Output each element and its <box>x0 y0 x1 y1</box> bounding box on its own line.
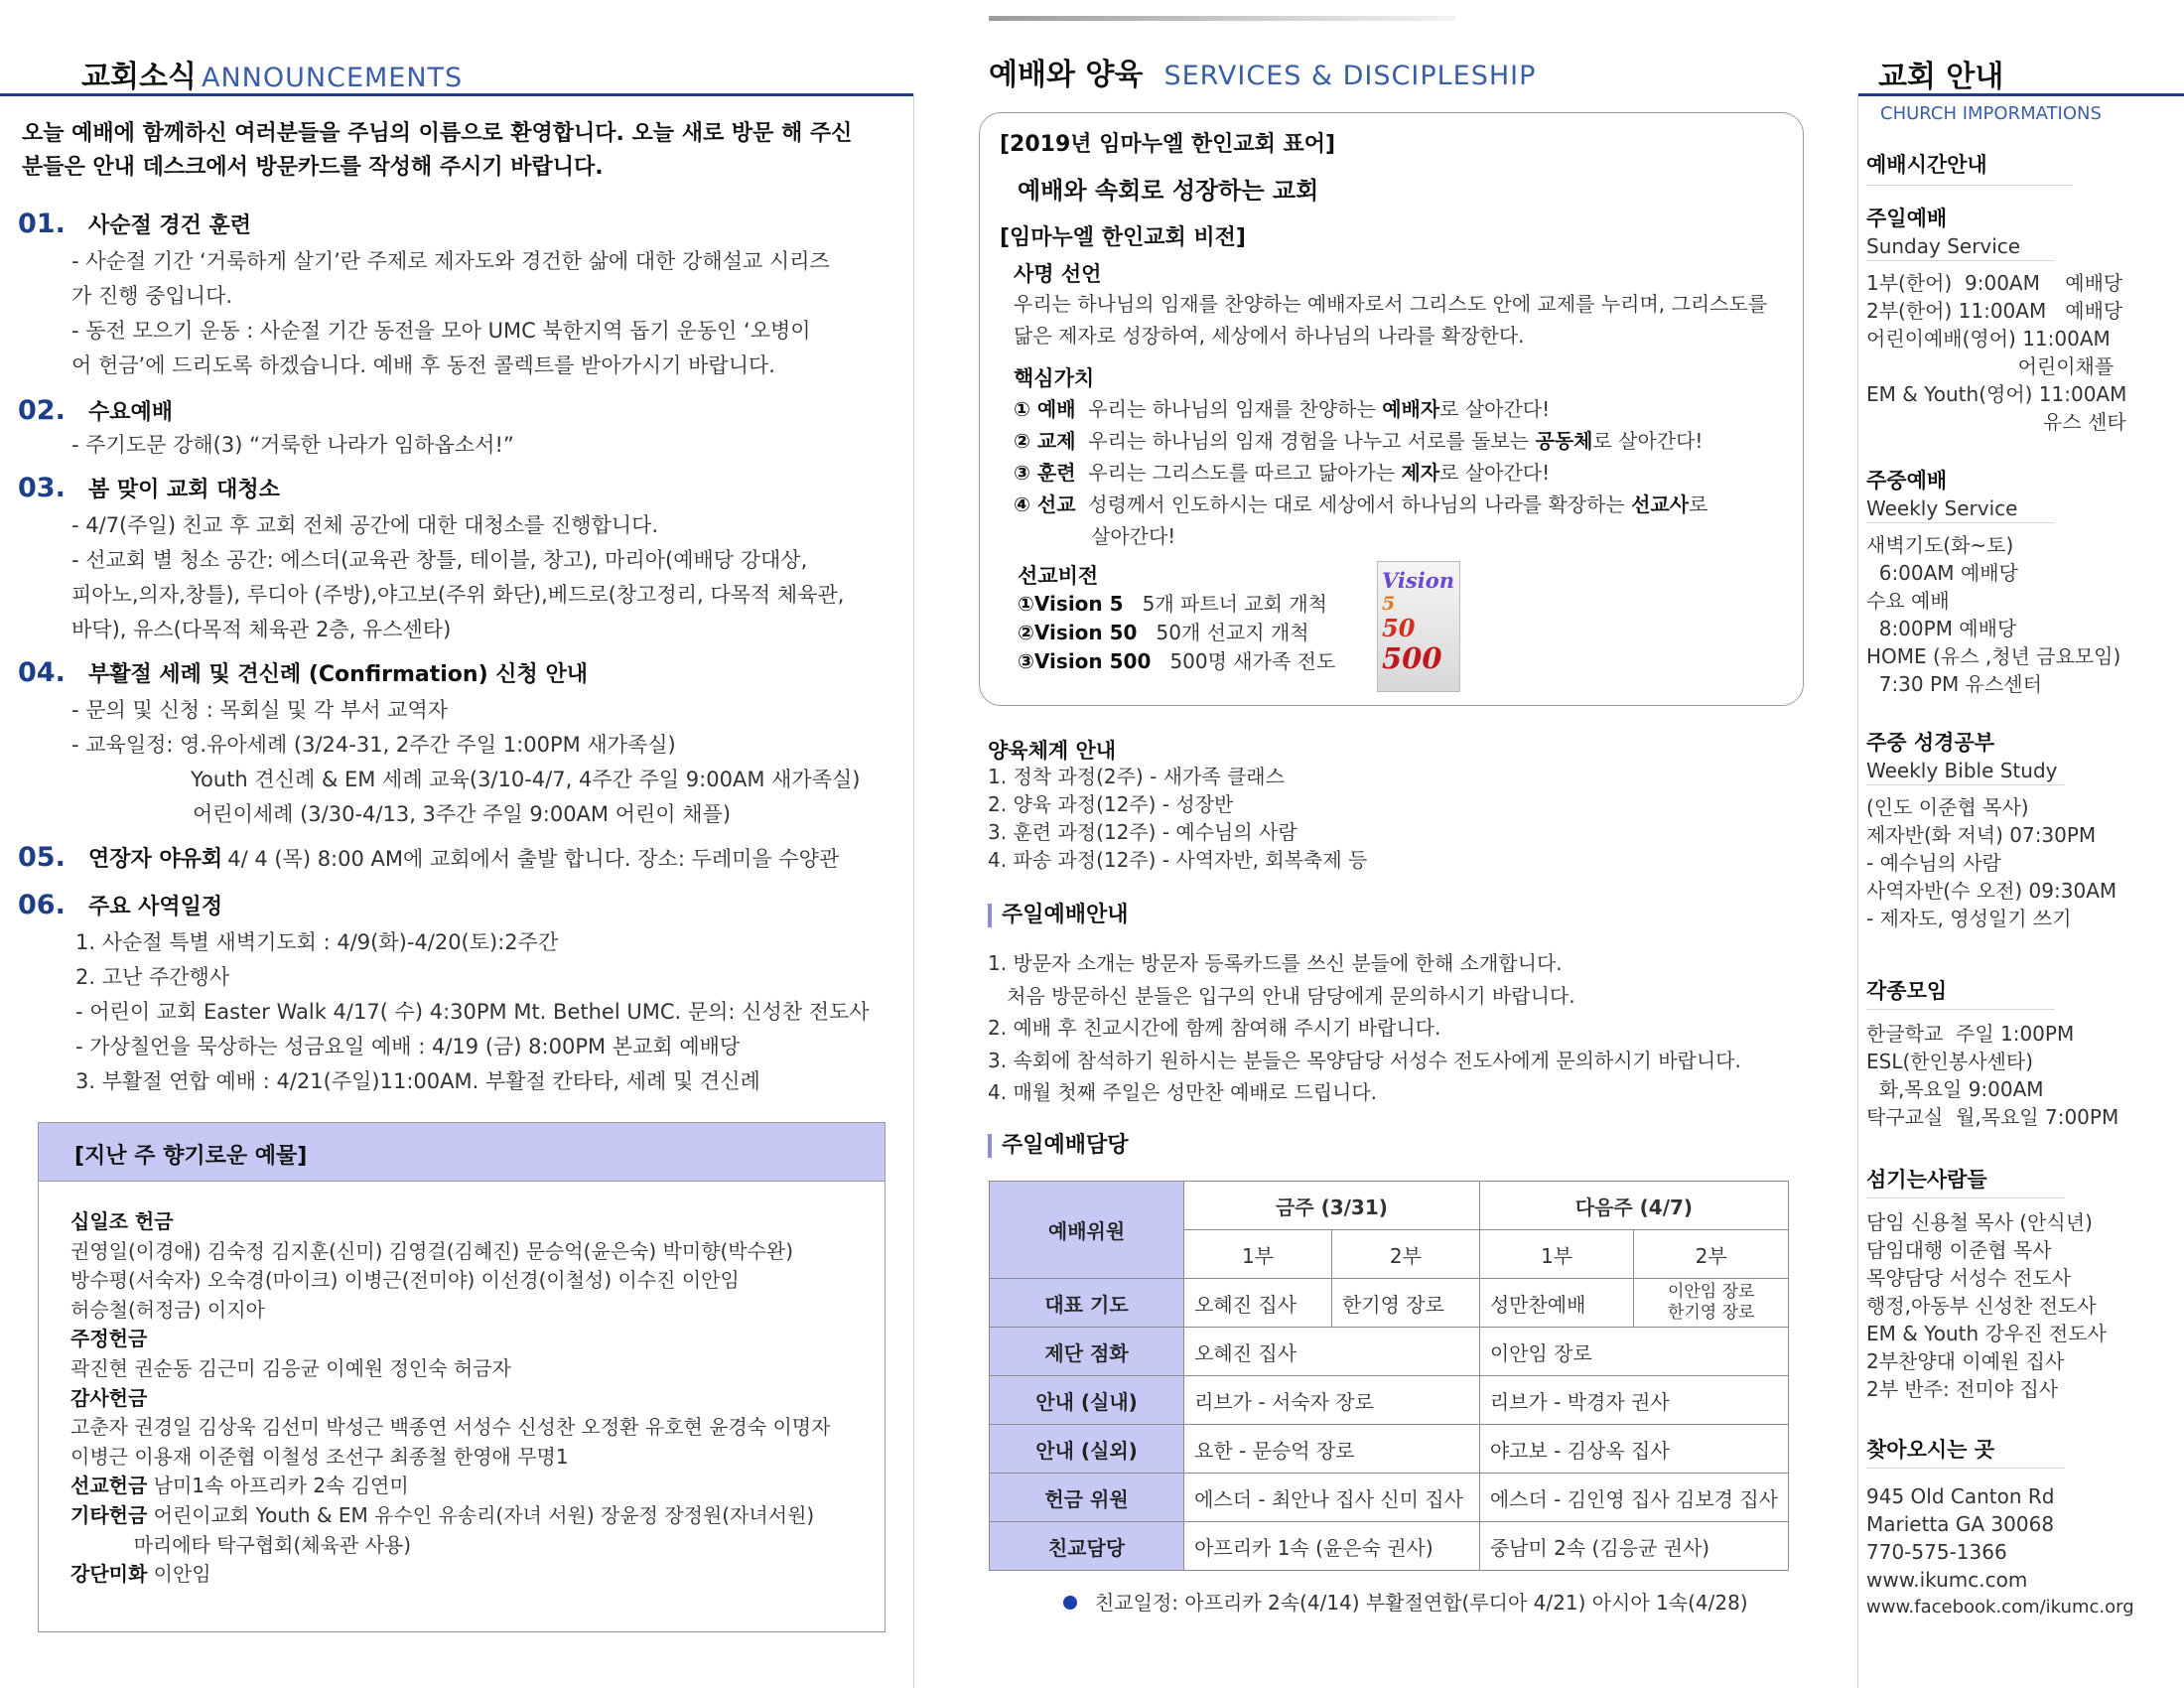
vision-logo-500: 500 <box>1382 641 1442 675</box>
duty-role: 안내 (실외) <box>990 1425 1184 1474</box>
fellowship-text: 친교일정: 아프리카 2속(4/14) 부활절연합(루디아 4/21) 아시아 1속(4/28) <box>1095 1591 1748 1615</box>
mission-vision-item: ③Vision 500 500명 새가족 전도 <box>1018 649 1336 673</box>
sunday-info-list <box>988 947 1741 1109</box>
table-row <box>990 1279 1789 1328</box>
value-item: ② 교제 우리는 하나님의 임재 경험을 나누고 서로를 돌보는 공동체로 살아간다! <box>1014 429 1704 453</box>
mission-heading: 사명 선언 <box>1014 262 1102 286</box>
motto-heading: [2019년 임마누엘 한인교회 표어] <box>1000 132 1336 157</box>
welcome-line: 오늘 예배에 함께하신 여러분들을 주님의 이름으로 환영합니다. 오늘 새로 방문 해 주신 <box>22 121 853 146</box>
item-line: - 가상칠언을 묵상하는 성금요일 예배 : 4/19 (금) 8:00PM 본교회 예배당 <box>75 1035 741 1058</box>
value-item: ③ 훈련 우리는 그리스도를 따르고 닮아가는 제자로 살아간다! <box>1014 461 1551 485</box>
announcement-item-02 <box>18 395 173 426</box>
duty-cell: 야고보 - 김상옥 집사 <box>1479 1425 1788 1474</box>
announcements-title-ko: 교회소식 <box>81 60 197 94</box>
duty-service-1: 1부 <box>1479 1230 1634 1279</box>
item-03-body <box>71 508 844 647</box>
bible-study-list: (인도 이준협 목사) 제자반(화 저녁) 07:30PM - 예수님의 사람 사역자반(수 오전) 09:30AM - 제자도, 영성일기 쓰기 <box>1866 795 2117 930</box>
item-line: 어 헌금’에 드리도록 하겠습니다. 예배 후 동전 콜렉트를 받아가시기 바랍니다. <box>71 353 775 377</box>
offering-line: 허승철(허정금) 이지아 <box>70 1297 265 1322</box>
sunday-info-item: 3. 속회에 참석하기 원하시는 분들은 목양담당 서성수 전도사에게 문의하시기 바랍니다. <box>988 1048 1741 1072</box>
fellowship-schedule <box>1063 1589 1748 1617</box>
item-title: 연장자 야유회 <box>87 847 223 872</box>
offering-list <box>39 1182 885 1590</box>
item-04-body <box>71 693 860 832</box>
item-line: 바닥), 유스(다목적 체육관 2층, 유스센타) <box>71 618 452 641</box>
offering-box <box>38 1122 886 1632</box>
item-line: - 교육일정: 영.유아세례 (3/24-31, 2주간 주일 1:00PM 새가족실) <box>71 733 676 757</box>
bible-study <box>1866 727 2116 932</box>
values-heading: 핵심가치 <box>1014 366 1095 390</box>
item-line: - 4/7(주일) 친교 후 교회 전체 공간에 대한 대청소를 진행합니다. <box>71 513 659 537</box>
address-line: Marietta GA 30068 <box>1866 1512 2055 1536</box>
offering-line: 마리에타 탁구협회(체육관 사용) <box>70 1532 412 1557</box>
motto-text: 예배와 속회로 성장하는 교회 <box>1018 177 1319 205</box>
sunday-service-en: Sunday Service <box>1866 232 2055 261</box>
sunday-info-heading: 주일예배안내 <box>988 904 1129 927</box>
offering-line: 곽진현 권순동 김근미 김응균 이예원 정인숙 허금자 <box>70 1355 511 1380</box>
church-info-title-en: CHURCH IMPORMATIONS <box>1880 103 2102 124</box>
weekly-service-heading: 주중예배 <box>1866 469 1948 492</box>
duty-role: 헌금 위원 <box>990 1474 1184 1522</box>
value-item: ① 예배 우리는 하나님의 임재를 찬양하는 예배자로 살아간다! <box>1014 397 1551 421</box>
sunday-service-heading: 주일예배 <box>1866 207 1948 230</box>
item-02-body <box>71 431 514 459</box>
item-line: - 동전 모으기 운동 : 사순절 기간 동전을 모아 UMC 북한지역 돕기 운동인 ‘오병이 <box>71 319 811 343</box>
offering-line: 권영일(이경애) 김숙정 김지훈(신미) 김영걸(김혜진) 문승억(윤은숙) 박미향(박수완) <box>70 1238 794 1263</box>
times-heading: 예배시간안내 <box>1866 149 2073 186</box>
offering-line: 강단미화 이안임 <box>70 1562 211 1587</box>
bullet-icon <box>1063 1596 1077 1610</box>
duty-service-2: 2부 <box>1331 1230 1479 1279</box>
item-title: 수요예배 <box>87 400 173 425</box>
sunday-info-item: 처음 방문하신 분들은 입구의 안내 담당에게 문의하시기 바랍니다. <box>988 983 1575 1008</box>
bible-study-heading: 주중 성경공부 <box>1866 731 1995 755</box>
duty-cell: 에스더 - 최안나 집사 신미 집사 <box>1184 1474 1480 1522</box>
services-title-ko: 예배와 양육 <box>989 58 1144 92</box>
location-list <box>1866 1482 2134 1621</box>
weekly-service-list: 새벽기도(화~토) 6:00AM 예배당 수요 예배 8:00PM 예배당 HOME (유스 ,청년 금요모임) 7:30 PM 유스센터 <box>1866 533 2121 696</box>
duty-this-week-header: 금주 (3/31) <box>1184 1182 1480 1230</box>
education-item: 1. 정착 과정(2주) - 새가족 클래스 <box>988 765 1285 788</box>
duty-cell: 이안임 장로 한기영 장로 <box>1634 1279 1789 1328</box>
announcements-title-en: ANNOUNCEMENTS <box>202 63 464 93</box>
item-title: 사순절 경건 훈련 <box>87 213 252 238</box>
duty-cell: 중남미 2속 (김응균 권사) <box>1479 1522 1788 1571</box>
education-item: 4. 파송 과정(12주) - 사역자반, 회복축제 등 <box>988 848 1368 872</box>
church-info-title-ko: 교회 안내 <box>1878 60 2004 94</box>
announcements-column <box>0 0 913 1688</box>
duty-cell: 오혜진 집사 <box>1184 1328 1480 1376</box>
announcement-item-04 <box>18 657 588 688</box>
table-row <box>990 1474 1789 1522</box>
offering-header-text: [지난 주 향기로운 예물] <box>74 1144 308 1169</box>
item-line: - 주기도문 강해(3) “거룩한 나라가 임하옵소서!” <box>71 433 514 457</box>
item-line: 3. 부활절 연합 예배 : 4/21(주일)11:00AM. 부활절 칸타타, 세례 및 견신례 <box>75 1069 760 1093</box>
announcement-item-05 <box>18 842 839 873</box>
education-heading: 양육체계 안내 <box>988 739 1117 763</box>
services-column <box>914 0 1857 1688</box>
duty-cell: 성만찬예배 <box>1479 1279 1634 1328</box>
vision-logo <box>1377 561 1460 692</box>
staff <box>1866 1164 2107 1403</box>
duty-cell: 이안임 장로 <box>1479 1328 1788 1376</box>
sunday-service <box>1866 203 2126 436</box>
bible-study-en: Weekly Bible Study <box>1866 757 2065 785</box>
address-line: 945 Old Canton Rd <box>1866 1484 2055 1508</box>
welcome-text <box>22 117 852 185</box>
duty-cell: 한기영 장로 <box>1331 1279 1479 1328</box>
table-row <box>990 1522 1789 1571</box>
item-title: 봄 맞이 교회 대청소 <box>87 478 280 502</box>
item-number: 01. <box>18 209 66 239</box>
church-info-column <box>1858 0 2184 1688</box>
value-item: ④ 선교 성령께서 인도하시는 대로 세상에서 하나님의 나라를 확장하는 선교사로 <box>1014 492 1708 516</box>
duty-role: 제단 점화 <box>990 1328 1184 1376</box>
mission-vision-item: ①Vision 5 5개 파트너 교회 개척 <box>1018 592 1327 616</box>
offering-line: 십일조 헌금 <box>70 1209 174 1233</box>
education-item: 2. 양육 과정(12주) - 성장반 <box>988 792 1234 816</box>
table-row <box>990 1328 1789 1376</box>
duty-heading: 주일예배담당 <box>988 1134 1129 1158</box>
services-title <box>989 50 1536 93</box>
staff-list: 담임 신용철 목사 (안식년) 담임대행 이준협 목사 목양담당 서성수 전도사 행정,아동부 신성찬 전도사 EM & Youth 강우진 전도사 2부찬양대 이예원 집사 2부 반주: 전미야 집사 <box>1866 1210 2107 1401</box>
duty-cell: 아프리카 1속 (윤은숙 권사) <box>1184 1522 1480 1571</box>
sunday-info-item: 1. 방문자 소개는 방문자 등록카드를 쓰신 분들에 한해 소개합니다. <box>988 951 1563 975</box>
item-06-body <box>75 925 870 1099</box>
announcement-item-03 <box>18 473 280 503</box>
announcements-title <box>81 52 463 95</box>
groups-heading: 각종모임 <box>1866 975 2055 1010</box>
vision-logo-5: 5 <box>1382 593 1396 615</box>
education-item: 3. 훈련 과정(12주) - 예수님의 사람 <box>988 820 1297 844</box>
location <box>1866 1434 2134 1621</box>
offering-line: 선교헌금 남미1속 아프리카 2속 김연미 <box>70 1474 409 1498</box>
offering-line: 주정헌금 <box>70 1327 148 1351</box>
weekly-service-en: Weekly Service <box>1866 494 2055 523</box>
item-line: 2. 고난 주간행사 <box>75 965 230 989</box>
offering-line: 기타헌금 어린이교회 Youth & EM 유수인 유송리(자녀 서원) 장윤정 장정원(자녀서원) <box>70 1502 815 1527</box>
staff-heading: 섬기는사람들 <box>1866 1164 2065 1198</box>
item-title: 부활절 세례 및 견신례 (Confirmation) 신청 안내 <box>87 662 588 687</box>
duty-role: 친교담당 <box>990 1522 1184 1571</box>
item-line: 피아노,의자,창틀), 루디아 (주방),야고보(주위 화단),베드로(창고정리, 다목적 체육관, <box>71 583 845 607</box>
sunday-info-item: 2. 예배 후 친교시간에 함께 참여해 주시기 바랍니다. <box>988 1016 1441 1040</box>
item-line: - 문의 및 신청 : 목회실 및 각 부서 교역자 <box>71 698 449 722</box>
duty-cell: 요한 - 문승억 장로 <box>1184 1425 1480 1474</box>
duty-role: 안내 (실내) <box>990 1376 1184 1425</box>
education-list <box>988 763 1367 874</box>
table-row <box>990 1425 1789 1474</box>
item-line: 1. 사순절 특별 새벽기도회 : 4/9(화)-4/20(토):2주간 <box>75 930 559 954</box>
mission-text <box>1014 288 1767 352</box>
offering-line: 감사헌금 <box>70 1385 148 1410</box>
sunday-info-item: 4. 매월 첫째 주일은 성만찬 예배로 드립니다. <box>988 1080 1378 1104</box>
offering-line: 이병근 이용재 이준협 이철성 조선구 최종철 한영애 무명1 <box>70 1444 569 1469</box>
offering-header <box>39 1123 885 1182</box>
item-number: 03. <box>18 473 66 503</box>
mission-vision-item: ②Vision 50 50개 선교지 개척 <box>1018 621 1309 644</box>
groups-list: 한글학교 주일 1:00PM ESL(한인봉사센타) 화,목요일 9:00AM 탁구교실 월,목요일 7:00PM <box>1866 1022 2119 1129</box>
services-title-en: SERVICES & DISCIPLESHIP <box>1163 61 1537 91</box>
table-row <box>990 1376 1789 1425</box>
announcement-item-01 <box>18 209 251 239</box>
vision-heading: [임마누엘 한인교회 비전] <box>1000 225 1246 250</box>
offering-line: 방수평(서숙자) 오숙경(마이크) 이병근(전미야) 이선경(이철성) 이수진 이안임 <box>70 1268 740 1293</box>
duty-service-2: 2부 <box>1634 1230 1789 1279</box>
groups <box>1866 975 2118 1131</box>
facebook-link[interactable]: www.facebook.com/ikumc.org <box>1866 1597 2134 1618</box>
duty-cell: 에스더 - 김인영 집사 김보경 집사 <box>1479 1474 1788 1522</box>
item-number: 06. <box>18 890 66 920</box>
duty-service-1: 1부 <box>1184 1230 1332 1279</box>
value-item-cont: 살아간다! <box>1091 524 1176 548</box>
duty-role-header: 예배위원 <box>990 1182 1184 1279</box>
duty-table <box>989 1181 1789 1571</box>
announcement-item-06 <box>18 890 222 920</box>
duty-next-week-header: 다음주 (4/7) <box>1479 1182 1788 1230</box>
item-line: - 사순절 기간 ‘거룩하게 살기’란 주제로 제자도와 경건한 삶에 대한 강해설교 시리즈 <box>71 249 830 273</box>
duty-cell: 오혜진 집사 <box>1184 1279 1332 1328</box>
item-number: 04. <box>18 657 66 688</box>
item-01-body <box>71 244 830 383</box>
duty-role: 대표 기도 <box>990 1279 1184 1328</box>
item-inline-text: 4/ 4 (목) 8:00 AM에 교회에서 출발 합니다. 장소: 두레미을 수양관 <box>227 847 840 871</box>
sunday-service-list: 1부(한어) 9:00AM 예배당 2부(한어) 11:00AM 예배당 어린이예배(영어) 11:00AM 어린이채플 EM & Youth(영어) 11:00AM 유스 센타 <box>1866 271 2127 434</box>
item-line: - 선교회 별 청소 공간: 에스더(교육관 창틀, 테이블, 창고), 마리아(예배당 강대상, <box>71 548 808 572</box>
item-number: 02. <box>18 395 66 426</box>
mission-vision-heading: 선교비전 <box>1018 564 1099 588</box>
item-title: 주요 사역일정 <box>87 895 223 919</box>
item-line: - 어린이 교회 Easter Walk 4/17( 수) 4:30PM Mt. Bethel UMC. 문의: 신성찬 전도사 <box>75 1000 870 1024</box>
duty-cell: 리브가 - 서숙자 장로 <box>1184 1376 1480 1425</box>
phone-number: 770-575-1366 <box>1866 1540 2007 1564</box>
duty-cell: 리브가 - 박경자 권사 <box>1479 1376 1788 1425</box>
mission-line: 닮은 제자로 성장하여, 세상에서 하나님의 나라를 확장한다. <box>1014 324 1525 348</box>
weekly-service <box>1866 465 2120 698</box>
location-heading: 찾아오시는 곳 <box>1866 1434 2065 1469</box>
welcome-line: 분들은 안내 데스크에서 방문카드를 작성해 주시기 바랍니다. <box>22 155 604 180</box>
item-line: 가 진행 중입니다. <box>71 284 233 308</box>
values-list <box>1014 393 1707 552</box>
mission-line: 우리는 하나님의 임재를 찬양하는 예배자로서 그리스도 안에 교제를 누리며, 그리스도를 <box>1014 292 1768 316</box>
vision-logo-50: 50 <box>1382 614 1416 642</box>
item-number: 05. <box>18 842 66 873</box>
item-line: Youth 견신례 & EM 세례 교육(3/10-4/7, 4주간 주일 9:00AM 새가족실) <box>191 768 861 791</box>
vision-logo-title: Vision <box>1382 568 1454 593</box>
item-line: 어린이세례 (3/30-4/13, 3주간 주일 9:00AM 어린이 채플) <box>193 802 732 826</box>
website-link[interactable]: www.ikumc.com <box>1866 1568 2028 1592</box>
offering-line: 고춘자 권경일 김상욱 김선미 박성근 백종연 서성수 신성찬 오정환 유호현 윤경숙 이명자 <box>70 1415 831 1440</box>
mission-vision-list <box>1018 590 1335 676</box>
